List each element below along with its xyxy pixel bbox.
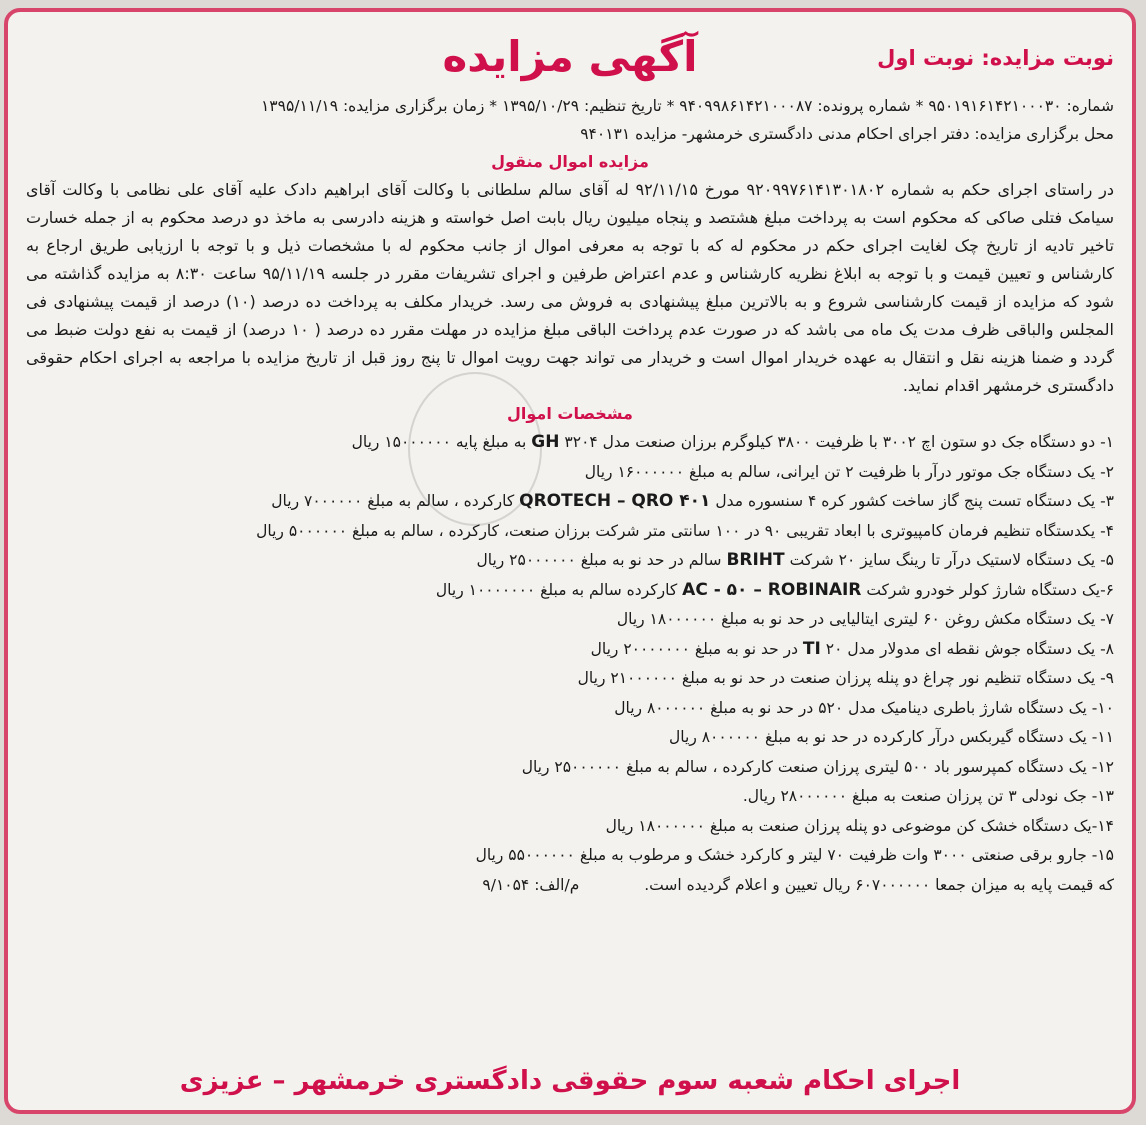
list-item: ۱۰- یک دستگاه شارژ باطری دینامیک مدل ۵۲۰ در حد نو به مبلغ ۸۰۰۰۰۰۰ ریال	[614, 698, 1114, 717]
list-item: ۱۵- جارو برقی صنعتی ۳۰۰۰ وات ظرفیت ۷۰ لیتر و کارکرد خشک و مرطوب به مبلغ ۵۵۰۰۰۰۰۰ ریال	[475, 846, 1114, 864]
list-item: ۱۱- یک دستگاه گیربکس درآر کارکرده در حد نو به مبلغ ۸۰۰۰۰۰۰ ریال	[669, 728, 1114, 746]
notice-title: آگهی مزایده	[442, 32, 698, 81]
turn-label: نوبت مزایده: نوبت اول	[877, 46, 1114, 70]
list-item: ۴- یکدستگاه تنظیم فرمان کامپیوتری با ابعاد تقریبی ۹۰ در ۱۰۰ سانتی متر شرکت برزان صنعت، کارکرده ، سالم به مبلغ ۵۰۰۰۰۰۰ ریال	[256, 521, 1114, 540]
summary-line	[26, 871, 1114, 899]
meta-line-2: محل برگزاری مزایده: دفتر اجرای احکام مدنی دادگستری خرمشهر- مزایده ۹۴۰۱۳۱	[580, 125, 1114, 143]
list-item: ۱۲- یک دستگاه کمپرسور باد ۵۰۰ لیتری پرزان صنعت کارکرده ، سالم به مبلغ ۲۵۰۰۰۰۰۰ ریال	[521, 757, 1114, 776]
list-item: ۲- یک دستگاه جک موتور درآر با ظرفیت ۲ تن ایرانی، سالم به مبلغ ۱۶۰۰۰۰۰۰ ریال	[584, 462, 1114, 481]
notice-header	[26, 32, 1114, 92]
notice-content	[26, 32, 1114, 1096]
section-title-property-specs: مشخصات اموال	[507, 404, 633, 423]
list-item: ۷- یک دستگاه مکش روغن ۶۰ لیتری ایتالیایی در حد نو به مبلغ ۱۸۰۰۰۰۰۰ ریال	[616, 610, 1114, 628]
list-item: ۹- یک دستگاه تنظیم نور چراغ دو پنله پرزان صنعت در حد نو به مبلغ ۲۱۰۰۰۰۰۰ ریال	[577, 669, 1114, 687]
section-title-movable-property: مزایده اموال منقول	[491, 152, 649, 171]
list-item: ۶-یک دستگاه شارژ کولر خودرو شرکت AC - ۵۰ – ROBINAIR کارکرده سالم به مبلغ ۱۰۰۰۰۰۰۰ ریال	[435, 579, 1114, 600]
property-list	[26, 428, 1114, 871]
list-item: ۵- یک دستگاه لاستیک درآر تا رینگ سایز ۲۰ شرکت BRIHT سالم در حد نو به مبلغ ۲۵۰۰۰۰۰۰ ریال	[476, 550, 1114, 570]
list-item: ۱- دو دستگاه جک دو ستون اچ ۳۰۰۲ با ظرفیت ۳۸۰۰ کیلوگرم برزان صنعت مدل ۳۲۰۴ GH به مبلغ پایه ۱۵۰۰۰۰۰۰ ریال	[351, 432, 1114, 452]
notice-frame	[4, 8, 1136, 1114]
list-item: ۸- یک دستگاه جوش نقطه ای مدولار مدل TI ۲۰ در حد نو به مبلغ ۲۰۰۰۰۰۰۰ ریال	[590, 638, 1114, 659]
reference-number: م/الف: ۹/۱۰۵۴	[482, 875, 580, 894]
footer-signature: اجرای احکام شعبه سوم حقوقی دادگستری خرمشهر – عزیزی	[179, 1066, 961, 1096]
list-item: ۱۴-یک دستگاه خشک کن موضوعی دو پنله پرزان صنعت به مبلغ ۱۸۰۰۰۰۰۰ ریال	[605, 816, 1114, 835]
list-item: ۳- یک دستگاه تست پنج گاز ساخت کشور کره ۴ سنسوره مدل QROTECH – QRO ۴۰۱ کارکرده ، سالم به مبلغ ۷۰۰۰۰۰۰ ریال	[271, 491, 1114, 511]
meta-line-1: شماره: ۹۵۰۱۹۱۶۱۴۲۱۰۰۰۳۰ * شماره پرونده: ۹۴۰۹۹۸۶۱۴۲۱۰۰۰۸۷ * تاریخ تنظیم: ۱۳۹۵/۱۰/۲۹ * زمان برگزاری مزایده: ۱۳۹۵/۱۱/۱۹	[260, 97, 1114, 115]
body-paragraph: در راستای اجرای حکم به شماره ۹۲۰۹۹۷۶۱۴۱۳۰۱۸۰۲ مورخ ۹۲/۱۱/۱۵ له آقای سالم سلطانی با وکالت آقای ابراهیم دادک علیه آقای علی نظامی با وکالت آقای سیامک فتلی صاکی که محکوم است به پرداخت مبلغ هشتصد و پنجاه میلیون ریال بابت اصل خواسته و هزینه دادرسی به ماخذ دو درصد محکوم به از جمله خسارت تاخیر تادیه از تاریخ چک لغایت اجرای حکم در محکوم له که با توجه به معرفی اموال از جانب محکوم له با مشخصات ذیل و با توجه با ارزیابی طریق ارجاع به کارشناس و تعیین قیمت و با توجه به ابلاغ نظریه کارشناس و عدم اعتراض طرفین و اجرای تشریفات مقرر در جلسه ۹۵/۱۱/۱۹ ساعت ۸:۳۰ به مزایده گذاشته می شود که مزایده از قیمت کارشناسی شروع و به بالاترین مبلغ پیشنهادی به فروش می رسد. خریدار مکلف به پرداخت ده درصد (۱۰) درصد از قیمت پیشنهادی فی المجلس والباقی ظرف مدت یک ماه می باشد که در صورت عدم پرداخت الباقی مبلغ مزایده در مهلت مقرر ده درصد ( ۱۰ درصد) از قیمت به نفع دولت ضبط می گردد و ضمنا هزینه نقل و انتقال به عهده خریدار اموال است و خریدار می تواند جهت رویت اموال تا پنج روز قبل از تاریخ مزایده با مراجعه به اجرای احکام حقوقی دادگستری خرمشهر اقدام نماید.	[26, 180, 1115, 395]
list-item: ۱۳- جک نودلی ۳ تن پرزان صنعت به مبلغ ۲۸۰۰۰۰۰۰ ریال.	[742, 787, 1114, 805]
summary-text: که قیمت پایه به میزان جمعا ۶۰۷۰۰۰۰۰۰ ریال تعیین و اعلام گردیده است.	[644, 875, 1114, 894]
